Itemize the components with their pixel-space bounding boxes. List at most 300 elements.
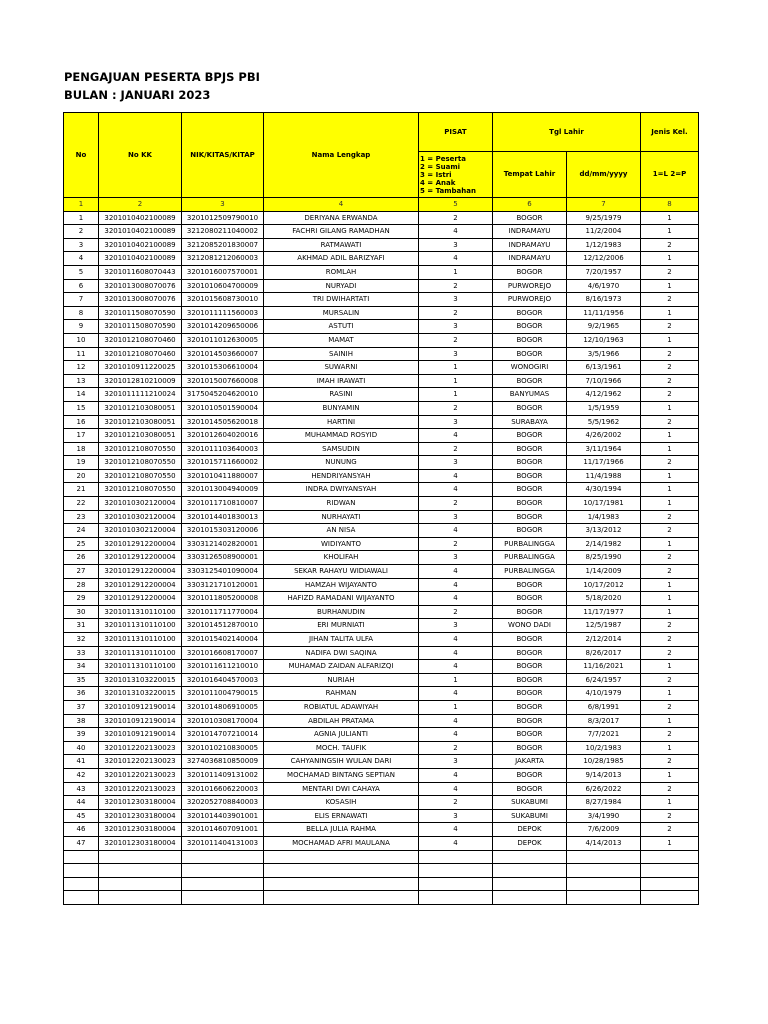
cell-tgl-lahir[interactable]: 4/30/1994 xyxy=(567,483,641,497)
cell-no[interactable]: 42 xyxy=(64,768,99,782)
cell-pisat[interactable]: 3 xyxy=(419,293,493,307)
cell-pisat[interactable]: 1 xyxy=(419,361,493,375)
cell-pisat[interactable]: 4 xyxy=(419,714,493,728)
cell-no-kk[interactable]: 3201010911220025 xyxy=(99,361,182,375)
cell-jenis-kel[interactable]: 2 xyxy=(641,265,699,279)
cell-nik[interactable]: 3175045204620010 xyxy=(182,388,264,402)
cell-tgl-lahir[interactable]: 5/5/1962 xyxy=(567,415,641,429)
cell-no[interactable]: 33 xyxy=(64,646,99,660)
cell-jenis-kel[interactable]: 1 xyxy=(641,483,699,497)
cell-nik[interactable]: 3201015402140004 xyxy=(182,633,264,647)
header-nama[interactable]: Nama Lengkap xyxy=(264,113,419,198)
empty-cell[interactable] xyxy=(182,891,264,905)
cell-no[interactable]: 2 xyxy=(64,225,99,239)
cell-no-kk[interactable]: 3201012103080051 xyxy=(99,415,182,429)
empty-cell[interactable] xyxy=(493,864,567,878)
cell-no[interactable]: 20 xyxy=(64,469,99,483)
cell-no-kk[interactable]: 3201012912200004 xyxy=(99,537,182,551)
cell-jenis-kel[interactable]: 2 xyxy=(641,619,699,633)
cell-tgl-lahir[interactable]: 1/12/1983 xyxy=(567,238,641,252)
cell-tempat-lahir[interactable]: SUKABUMI xyxy=(493,796,567,810)
cell-tempat-lahir[interactable]: BANYUMAS xyxy=(493,388,567,402)
cell-tempat-lahir[interactable]: BOGOR xyxy=(493,714,567,728)
cell-no-kk[interactable]: 3201010912190014 xyxy=(99,700,182,714)
cell-no[interactable]: 39 xyxy=(64,728,99,742)
cell-nik[interactable]: 3201016007570001 xyxy=(182,265,264,279)
cell-nama[interactable]: FACHRI GILANG RAMADHAN xyxy=(264,225,419,239)
cell-pisat[interactable]: 4 xyxy=(419,633,493,647)
cell-tgl-lahir[interactable]: 9/14/2013 xyxy=(567,768,641,782)
cell-jenis-kel[interactable]: 2 xyxy=(641,728,699,742)
empty-cell[interactable] xyxy=(493,850,567,864)
cell-tgl-lahir[interactable]: 6/26/2022 xyxy=(567,782,641,796)
cell-nik[interactable]: 3201010411880007 xyxy=(182,469,264,483)
header-pisat[interactable]: PISAT xyxy=(419,113,493,152)
cell-jenis-kel[interactable]: 2 xyxy=(641,361,699,375)
empty-cell[interactable] xyxy=(99,850,182,864)
cell-pisat[interactable]: 4 xyxy=(419,578,493,592)
cell-nik[interactable]: 3201014209650006 xyxy=(182,320,264,334)
cell-no[interactable]: 10 xyxy=(64,333,99,347)
cell-tempat-lahir[interactable]: PURBALINGGA xyxy=(493,551,567,565)
cell-no[interactable]: 7 xyxy=(64,293,99,307)
cell-tgl-lahir[interactable]: 3/11/1964 xyxy=(567,442,641,456)
cell-nik[interactable]: 3201015711660002 xyxy=(182,456,264,470)
cell-no[interactable]: 27 xyxy=(64,565,99,579)
cell-no-kk[interactable]: 3201012303180004 xyxy=(99,796,182,810)
cell-tempat-lahir[interactable]: BOGOR xyxy=(493,660,567,674)
cell-no-kk[interactable]: 3201012108070550 xyxy=(99,483,182,497)
cell-tgl-lahir[interactable]: 9/25/1979 xyxy=(567,211,641,225)
empty-cell[interactable] xyxy=(99,877,182,891)
cell-nama[interactable]: MOCHAMAD BINTANG SEPTIAN xyxy=(264,768,419,782)
cell-tempat-lahir[interactable]: BOGOR xyxy=(493,429,567,443)
cell-jenis-kel[interactable]: 1 xyxy=(641,660,699,674)
cell-no[interactable]: 22 xyxy=(64,497,99,511)
cell-pisat[interactable]: 2 xyxy=(419,741,493,755)
cell-tempat-lahir[interactable]: JAKARTA xyxy=(493,755,567,769)
cell-no-kk[interactable]: 3201010402100089 xyxy=(99,238,182,252)
cell-no-kk[interactable]: 3201010912190014 xyxy=(99,728,182,742)
cell-jenis-kel[interactable]: 1 xyxy=(641,252,699,266)
cell-no[interactable]: 4 xyxy=(64,252,99,266)
cell-no-kk[interactable]: 3201012108070550 xyxy=(99,469,182,483)
cell-no-kk[interactable]: 3201012303180004 xyxy=(99,809,182,823)
cell-tempat-lahir[interactable]: INDRAMAYU xyxy=(493,252,567,266)
empty-cell[interactable] xyxy=(419,850,493,864)
cell-nik[interactable]: 3201010308170004 xyxy=(182,714,264,728)
cell-pisat[interactable]: 2 xyxy=(419,537,493,551)
cell-jenis-kel[interactable]: 1 xyxy=(641,687,699,701)
cell-pisat[interactable]: 3 xyxy=(419,755,493,769)
cell-nama[interactable]: HAFIZD RAMADANI WIJAYANTO xyxy=(264,592,419,606)
cell-pisat[interactable]: 3 xyxy=(419,320,493,334)
empty-cell[interactable] xyxy=(567,850,641,864)
cell-nama[interactable]: SUWARNI xyxy=(264,361,419,375)
cell-tgl-lahir[interactable]: 4/14/2013 xyxy=(567,836,641,850)
cell-pisat[interactable]: 4 xyxy=(419,728,493,742)
cell-no-kk[interactable]: 3201011310110100 xyxy=(99,605,182,619)
cell-pisat[interactable]: 1 xyxy=(419,265,493,279)
header-no[interactable]: No xyxy=(64,113,99,198)
cell-nama[interactable]: ASTUTI xyxy=(264,320,419,334)
cell-no[interactable]: 29 xyxy=(64,592,99,606)
cell-nik[interactable]: 3212085201830007 xyxy=(182,238,264,252)
cell-nama[interactable]: INDRA DWIYANSYAH xyxy=(264,483,419,497)
cell-nama[interactable]: AKHMAD ADIL BARIZYAFI xyxy=(264,252,419,266)
cell-jenis-kel[interactable]: 2 xyxy=(641,633,699,647)
cell-tgl-lahir[interactable]: 3/13/2012 xyxy=(567,524,641,538)
cell-nik[interactable]: 3274036810850009 xyxy=(182,755,264,769)
cell-nik[interactable]: 3201014403901001 xyxy=(182,809,264,823)
cell-no-kk[interactable]: 3201010402100089 xyxy=(99,211,182,225)
cell-tgl-lahir[interactable]: 7/10/1966 xyxy=(567,374,641,388)
cell-jenis-kel[interactable]: 2 xyxy=(641,347,699,361)
cell-nik[interactable]: 3201011111560003 xyxy=(182,306,264,320)
cell-no[interactable]: 1 xyxy=(64,211,99,225)
cell-tempat-lahir[interactable]: BOGOR xyxy=(493,333,567,347)
column-number-cell[interactable]: 2 xyxy=(99,198,182,212)
cell-tempat-lahir[interactable]: PURBALINGGA xyxy=(493,565,567,579)
cell-nik[interactable]: 3201014401830013 xyxy=(182,510,264,524)
header-date-format[interactable]: dd/mm/yyyy xyxy=(567,152,641,198)
cell-tgl-lahir[interactable]: 1/4/1983 xyxy=(567,510,641,524)
cell-nik[interactable]: 3303121710120001 xyxy=(182,578,264,592)
cell-tempat-lahir[interactable]: BOGOR xyxy=(493,646,567,660)
cell-nama[interactable]: JIHAN TALITA ULFA xyxy=(264,633,419,647)
cell-nik[interactable]: 3201014503660007 xyxy=(182,347,264,361)
cell-pisat[interactable]: 3 xyxy=(419,456,493,470)
cell-no-kk[interactable]: 3201012202130023 xyxy=(99,782,182,796)
cell-nik[interactable]: 3201015007660008 xyxy=(182,374,264,388)
cell-no-kk[interactable]: 3201012303180004 xyxy=(99,836,182,850)
cell-nik[interactable]: 3303126508900001 xyxy=(182,551,264,565)
empty-cell[interactable] xyxy=(641,877,699,891)
column-number-cell[interactable]: 3 xyxy=(182,198,264,212)
cell-pisat[interactable]: 4 xyxy=(419,660,493,674)
cell-tgl-lahir[interactable]: 4/6/1970 xyxy=(567,279,641,293)
empty-cell[interactable] xyxy=(264,850,419,864)
cell-pisat[interactable]: 4 xyxy=(419,225,493,239)
cell-tgl-lahir[interactable]: 10/17/1981 xyxy=(567,497,641,511)
cell-no[interactable]: 32 xyxy=(64,633,99,647)
cell-tgl-lahir[interactable]: 12/12/2006 xyxy=(567,252,641,266)
cell-nama[interactable]: BUNYAMIN xyxy=(264,401,419,415)
cell-tempat-lahir[interactable]: BOGOR xyxy=(493,265,567,279)
cell-pisat[interactable]: 1 xyxy=(419,388,493,402)
cell-nik[interactable]: 3201015306610004 xyxy=(182,361,264,375)
cell-no-kk[interactable]: 3201012108070460 xyxy=(99,347,182,361)
cell-pisat[interactable]: 4 xyxy=(419,687,493,701)
cell-no[interactable]: 31 xyxy=(64,619,99,633)
cell-nama[interactable]: BELLA JULIA RAHMA xyxy=(264,823,419,837)
header-jk-legend[interactable]: 1=L 2=P xyxy=(641,152,699,198)
cell-pisat[interactable]: 4 xyxy=(419,429,493,443)
header-tgl-lahir[interactable]: Tgl Lahir xyxy=(493,113,641,152)
empty-cell[interactable] xyxy=(64,891,99,905)
cell-no-kk[interactable]: 3201011508070590 xyxy=(99,320,182,334)
cell-pisat[interactable]: 4 xyxy=(419,252,493,266)
cell-no-kk[interactable]: 3201010912190014 xyxy=(99,714,182,728)
cell-no[interactable]: 19 xyxy=(64,456,99,470)
cell-tempat-lahir[interactable]: BOGOR xyxy=(493,401,567,415)
cell-nik[interactable]: 3201010210830005 xyxy=(182,741,264,755)
cell-tempat-lahir[interactable]: BOGOR xyxy=(493,605,567,619)
cell-tempat-lahir[interactable]: INDRAMAYU xyxy=(493,225,567,239)
cell-no[interactable]: 47 xyxy=(64,836,99,850)
cell-no[interactable]: 23 xyxy=(64,510,99,524)
cell-no-kk[interactable]: 3201011111210024 xyxy=(99,388,182,402)
cell-nama[interactable]: SAMSUDIN xyxy=(264,442,419,456)
cell-no[interactable]: 13 xyxy=(64,374,99,388)
cell-no[interactable]: 38 xyxy=(64,714,99,728)
cell-nama[interactable]: CAHYANINGSIH WULAN DARI xyxy=(264,755,419,769)
cell-tempat-lahir[interactable]: BOGOR xyxy=(493,347,567,361)
empty-cell[interactable] xyxy=(182,850,264,864)
column-number-cell[interactable]: 8 xyxy=(641,198,699,212)
cell-nama[interactable]: ROMLAH xyxy=(264,265,419,279)
column-number-cell[interactable]: 4 xyxy=(264,198,419,212)
cell-nik[interactable]: 3201015608730010 xyxy=(182,293,264,307)
cell-pisat[interactable]: 1 xyxy=(419,673,493,687)
empty-cell[interactable] xyxy=(99,891,182,905)
cell-pisat[interactable]: 3 xyxy=(419,809,493,823)
cell-tgl-lahir[interactable]: 11/17/1977 xyxy=(567,605,641,619)
empty-cell[interactable] xyxy=(264,891,419,905)
cell-nama[interactable]: KOSASIH xyxy=(264,796,419,810)
cell-pisat[interactable]: 3 xyxy=(419,415,493,429)
cell-tgl-lahir[interactable]: 11/11/1956 xyxy=(567,306,641,320)
cell-jenis-kel[interactable]: 1 xyxy=(641,497,699,511)
cell-jenis-kel[interactable]: 2 xyxy=(641,456,699,470)
cell-jenis-kel[interactable]: 1 xyxy=(641,279,699,293)
cell-pisat[interactable]: 4 xyxy=(419,646,493,660)
column-number-cell[interactable]: 1 xyxy=(64,198,99,212)
empty-cell[interactable] xyxy=(264,877,419,891)
cell-no-kk[interactable]: 3201011508070590 xyxy=(99,306,182,320)
cell-no[interactable]: 11 xyxy=(64,347,99,361)
cell-nik[interactable]: 3201014806910005 xyxy=(182,700,264,714)
cell-no-kk[interactable]: 3201012912200004 xyxy=(99,565,182,579)
cell-nama[interactable]: HARTINI xyxy=(264,415,419,429)
cell-tempat-lahir[interactable]: BOGOR xyxy=(493,687,567,701)
cell-nama[interactable]: ERI MURNIATI xyxy=(264,619,419,633)
cell-no[interactable]: 18 xyxy=(64,442,99,456)
cell-no-kk[interactable]: 3201012912200004 xyxy=(99,592,182,606)
cell-nama[interactable]: RATMAWATI xyxy=(264,238,419,252)
cell-tgl-lahir[interactable]: 4/10/1979 xyxy=(567,687,641,701)
cell-nik[interactable]: 3201011012630005 xyxy=(182,333,264,347)
cell-tgl-lahir[interactable]: 8/3/2017 xyxy=(567,714,641,728)
cell-tgl-lahir[interactable]: 2/12/2014 xyxy=(567,633,641,647)
cell-pisat[interactable]: 2 xyxy=(419,442,493,456)
cell-no[interactable]: 6 xyxy=(64,279,99,293)
cell-nik[interactable]: 3201012509790010 xyxy=(182,211,264,225)
empty-cell[interactable] xyxy=(419,864,493,878)
cell-nik[interactable]: 3201014607091001 xyxy=(182,823,264,837)
column-number-cell[interactable]: 5 xyxy=(419,198,493,212)
empty-cell[interactable] xyxy=(567,877,641,891)
cell-no-kk[interactable]: 3201013103220015 xyxy=(99,687,182,701)
cell-tgl-lahir[interactable]: 10/2/1983 xyxy=(567,741,641,755)
cell-pisat[interactable]: 4 xyxy=(419,469,493,483)
cell-pisat[interactable]: 4 xyxy=(419,524,493,538)
cell-jenis-kel[interactable]: 1 xyxy=(641,211,699,225)
cell-tempat-lahir[interactable]: PURWOREJO xyxy=(493,293,567,307)
cell-jenis-kel[interactable]: 2 xyxy=(641,238,699,252)
cell-no-kk[interactable]: 3201011310110100 xyxy=(99,633,182,647)
cell-nama[interactable]: RIDWAN xyxy=(264,497,419,511)
column-number-cell[interactable]: 6 xyxy=(493,198,567,212)
cell-tempat-lahir[interactable]: BOGOR xyxy=(493,768,567,782)
cell-jenis-kel[interactable]: 1 xyxy=(641,578,699,592)
cell-tgl-lahir[interactable]: 11/2/2004 xyxy=(567,225,641,239)
cell-nik[interactable]: 3201011404131003 xyxy=(182,836,264,850)
cell-nik[interactable]: 3202052708840003 xyxy=(182,796,264,810)
empty-cell[interactable] xyxy=(641,850,699,864)
cell-pisat[interactable]: 4 xyxy=(419,483,493,497)
empty-cell[interactable] xyxy=(182,864,264,878)
cell-nama[interactable]: WIDIYANTO xyxy=(264,537,419,551)
cell-jenis-kel[interactable]: 1 xyxy=(641,796,699,810)
cell-tempat-lahir[interactable]: BOGOR xyxy=(493,497,567,511)
cell-jenis-kel[interactable]: 2 xyxy=(641,551,699,565)
cell-nik[interactable]: 3201011409131002 xyxy=(182,768,264,782)
cell-no[interactable]: 5 xyxy=(64,265,99,279)
cell-no[interactable]: 16 xyxy=(64,415,99,429)
cell-pisat[interactable]: 2 xyxy=(419,497,493,511)
empty-cell[interactable] xyxy=(641,891,699,905)
cell-no-kk[interactable]: 3201012108070550 xyxy=(99,456,182,470)
cell-no[interactable]: 46 xyxy=(64,823,99,837)
cell-no-kk[interactable]: 3201012303180004 xyxy=(99,823,182,837)
cell-tempat-lahir[interactable]: SURABAYA xyxy=(493,415,567,429)
cell-jenis-kel[interactable]: 1 xyxy=(641,429,699,443)
cell-no-kk[interactable]: 3201010302120004 xyxy=(99,497,182,511)
empty-cell[interactable] xyxy=(493,891,567,905)
cell-tgl-lahir[interactable]: 7/6/2009 xyxy=(567,823,641,837)
cell-jenis-kel[interactable]: 2 xyxy=(641,782,699,796)
cell-tgl-lahir[interactable]: 4/26/2002 xyxy=(567,429,641,443)
cell-jenis-kel[interactable]: 2 xyxy=(641,755,699,769)
cell-pisat[interactable]: 3 xyxy=(419,510,493,524)
header-nik[interactable]: NIK/KITAS/KITAP xyxy=(182,113,264,198)
cell-no-kk[interactable]: 3201012912200004 xyxy=(99,551,182,565)
cell-tempat-lahir[interactable]: DEPOK xyxy=(493,823,567,837)
empty-cell[interactable] xyxy=(641,864,699,878)
cell-no-kk[interactable]: 3201012202130023 xyxy=(99,755,182,769)
cell-no-kk[interactable]: 3201011310110100 xyxy=(99,646,182,660)
cell-jenis-kel[interactable]: 2 xyxy=(641,293,699,307)
cell-no-kk[interactable]: 3201010402100089 xyxy=(99,225,182,239)
cell-tempat-lahir[interactable]: BOGOR xyxy=(493,728,567,742)
cell-no[interactable]: 40 xyxy=(64,741,99,755)
cell-nik[interactable]: 3303125401090004 xyxy=(182,565,264,579)
cell-pisat[interactable]: 4 xyxy=(419,565,493,579)
cell-nama[interactable]: ROBIATUL ADAWIYAH xyxy=(264,700,419,714)
cell-nama[interactable]: ABDILAH PRATAMA xyxy=(264,714,419,728)
column-number-cell[interactable]: 7 xyxy=(567,198,641,212)
cell-no[interactable]: 44 xyxy=(64,796,99,810)
cell-nik[interactable]: 3303121402820001 xyxy=(182,537,264,551)
cell-tempat-lahir[interactable]: BOGOR xyxy=(493,510,567,524)
cell-nik[interactable]: 3201012604020016 xyxy=(182,429,264,443)
cell-tempat-lahir[interactable]: BOGOR xyxy=(493,524,567,538)
cell-no[interactable]: 26 xyxy=(64,551,99,565)
cell-nama[interactable]: HAMZAH WIJAYANTO xyxy=(264,578,419,592)
cell-jenis-kel[interactable]: 1 xyxy=(641,537,699,551)
cell-tgl-lahir[interactable]: 5/18/2020 xyxy=(567,592,641,606)
cell-nama[interactable]: NADIFA DWI SAQINA xyxy=(264,646,419,660)
cell-no[interactable]: 36 xyxy=(64,687,99,701)
cell-nik[interactable]: 3201013004940009 xyxy=(182,483,264,497)
cell-no[interactable]: 37 xyxy=(64,700,99,714)
cell-nik[interactable]: 3201014512870010 xyxy=(182,619,264,633)
empty-cell[interactable] xyxy=(264,864,419,878)
cell-tempat-lahir[interactable]: SUKABUMI xyxy=(493,809,567,823)
cell-jenis-kel[interactable]: 2 xyxy=(641,700,699,714)
cell-jenis-kel[interactable]: 2 xyxy=(641,510,699,524)
cell-nik[interactable]: 3201014505620018 xyxy=(182,415,264,429)
cell-tgl-lahir[interactable]: 1/14/2009 xyxy=(567,565,641,579)
cell-no-kk[interactable]: 3201012103080051 xyxy=(99,429,182,443)
cell-jenis-kel[interactable]: 1 xyxy=(641,768,699,782)
cell-no[interactable]: 12 xyxy=(64,361,99,375)
empty-cell[interactable] xyxy=(567,864,641,878)
cell-jenis-kel[interactable]: 2 xyxy=(641,415,699,429)
cell-no[interactable]: 8 xyxy=(64,306,99,320)
cell-nama[interactable]: MENTARI DWI CAHAYA xyxy=(264,782,419,796)
cell-jenis-kel[interactable]: 1 xyxy=(641,469,699,483)
cell-nama[interactable]: BURHANUDIN xyxy=(264,605,419,619)
cell-tgl-lahir[interactable]: 7/7/2021 xyxy=(567,728,641,742)
cell-nama[interactable]: TRI DWIHARTATI xyxy=(264,293,419,307)
cell-tgl-lahir[interactable]: 10/28/1985 xyxy=(567,755,641,769)
empty-cell[interactable] xyxy=(99,864,182,878)
cell-no-kk[interactable]: 3201010402100089 xyxy=(99,252,182,266)
empty-cell[interactable] xyxy=(182,877,264,891)
cell-jenis-kel[interactable]: 2 xyxy=(641,565,699,579)
cell-tempat-lahir[interactable]: BOGOR xyxy=(493,211,567,225)
cell-tempat-lahir[interactable]: PURWOREJO xyxy=(493,279,567,293)
cell-nama[interactable]: HENDRIYANSYAH xyxy=(264,469,419,483)
cell-no-kk[interactable]: 3201012103080051 xyxy=(99,401,182,415)
cell-pisat[interactable]: 2 xyxy=(419,211,493,225)
cell-tgl-lahir[interactable]: 9/2/1965 xyxy=(567,320,641,334)
cell-no[interactable]: 28 xyxy=(64,578,99,592)
cell-nik[interactable]: 3201011805200008 xyxy=(182,592,264,606)
cell-jenis-kel[interactable]: 1 xyxy=(641,306,699,320)
cell-tempat-lahir[interactable]: BOGOR xyxy=(493,578,567,592)
cell-tgl-lahir[interactable]: 8/27/1984 xyxy=(567,796,641,810)
cell-nik[interactable]: 3201011103640003 xyxy=(182,442,264,456)
cell-no-kk[interactable]: 3201011310110100 xyxy=(99,660,182,674)
cell-no[interactable]: 21 xyxy=(64,483,99,497)
cell-tgl-lahir[interactable]: 8/16/1973 xyxy=(567,293,641,307)
cell-nik[interactable]: 3212081212060003 xyxy=(182,252,264,266)
cell-no[interactable]: 15 xyxy=(64,401,99,415)
cell-pisat[interactable]: 4 xyxy=(419,592,493,606)
cell-tgl-lahir[interactable]: 11/17/1966 xyxy=(567,456,641,470)
cell-jenis-kel[interactable]: 2 xyxy=(641,524,699,538)
cell-no-kk[interactable]: 3201012108070550 xyxy=(99,442,182,456)
cell-nik[interactable]: 3201010604700009 xyxy=(182,279,264,293)
cell-jenis-kel[interactable]: 1 xyxy=(641,225,699,239)
cell-nik[interactable]: 3201014707210014 xyxy=(182,728,264,742)
cell-nama[interactable]: NURHAYATI xyxy=(264,510,419,524)
cell-nama[interactable]: DERIYANA ERWANDA xyxy=(264,211,419,225)
cell-nama[interactable]: MUHAMAD ZAIDAN ALFARIZQI xyxy=(264,660,419,674)
